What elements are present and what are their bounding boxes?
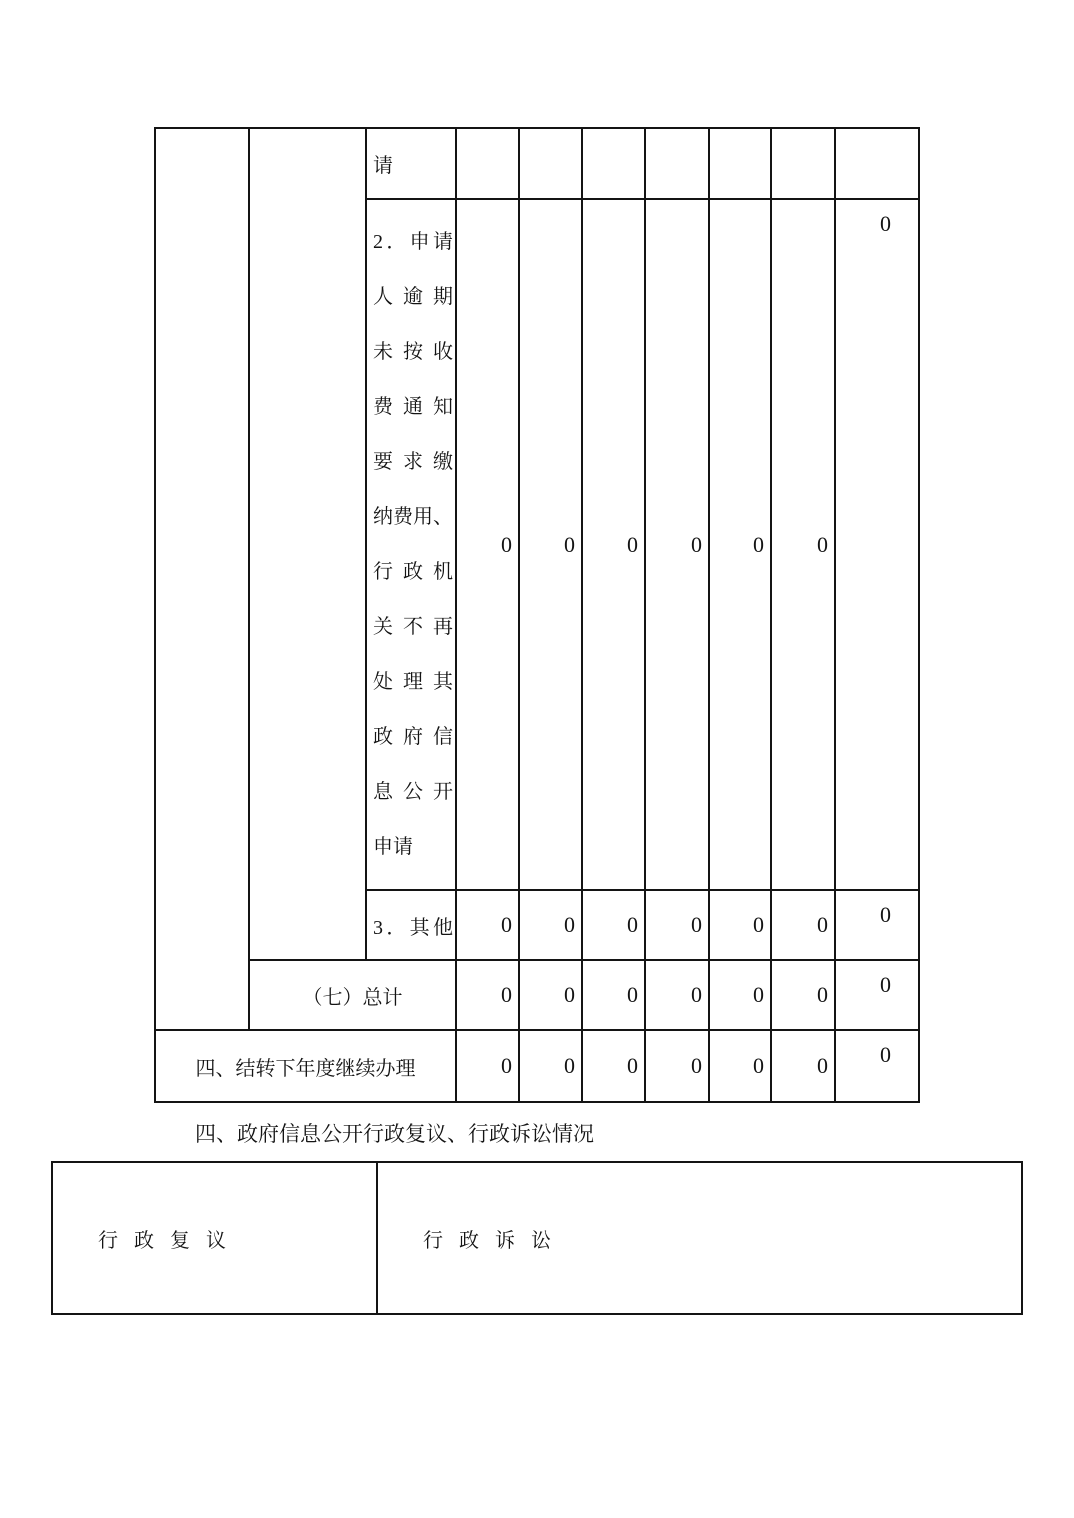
value-cell [771, 128, 835, 199]
value-cell: 0 [582, 890, 645, 960]
label-line: 要求缴 [373, 450, 453, 473]
label-line: 未按收 [373, 340, 453, 363]
value-cell: 0 [582, 199, 645, 890]
label-line: 费通知 [373, 395, 453, 418]
label-item3: 3．其他 [366, 890, 456, 960]
value-cell: 0 [456, 960, 519, 1030]
total-value-cell [835, 128, 919, 199]
value-cell: 0 [456, 199, 519, 890]
value-cell: 0 [771, 1030, 835, 1102]
value-cell: 0 [456, 890, 519, 960]
section-heading-review-litigation: 四、政府信息公开行政复议、行政诉讼情况 [195, 1122, 594, 1146]
label-line: 申请 [373, 835, 413, 858]
label-item2 [366, 199, 456, 890]
table-row-grand-total [155, 960, 919, 1030]
value-cell: 0 [582, 1030, 645, 1102]
value-cell: 0 [519, 960, 582, 1030]
total-value-cell: 0 [835, 890, 919, 960]
value-cell [582, 128, 645, 199]
value-cell: 0 [771, 960, 835, 1030]
label-grand-total: （七）总计 [249, 960, 456, 1030]
label-line: 关不再 [373, 615, 453, 638]
label-line: 政府信 [373, 725, 453, 748]
label-line: 2．申请 [373, 230, 453, 253]
total-value-cell: 0 [835, 1030, 919, 1102]
value-cell: 0 [771, 199, 835, 890]
value-cell: 0 [709, 1030, 771, 1102]
cell-administrative-litigation: 行政诉讼 [377, 1162, 1022, 1314]
value-cell: 0 [645, 1030, 709, 1102]
value-cell: 0 [771, 890, 835, 960]
value-cell [709, 128, 771, 199]
cell-result-category-empty [155, 128, 249, 1030]
value-cell: 0 [709, 890, 771, 960]
info-disclosure-statistics-table [154, 127, 920, 1103]
table-row-carryover [155, 1030, 919, 1102]
value-cell: 0 [709, 199, 771, 890]
review-litigation-table [51, 1161, 1023, 1315]
cell-administrative-review: 行政复议 [52, 1162, 377, 1314]
table-row [52, 1162, 1022, 1314]
label-carryover: 四、结转下年度继续办理 [155, 1030, 456, 1102]
value-cell: 0 [519, 1030, 582, 1102]
value-cell [519, 128, 582, 199]
value-cell: 0 [709, 960, 771, 1030]
value-cell [456, 128, 519, 199]
label-line: 行政机 [373, 560, 453, 583]
value-cell: 0 [645, 199, 709, 890]
label-line: 息公开 [373, 780, 453, 803]
value-cell: 0 [645, 890, 709, 960]
label-line: 纳费用、 [373, 505, 453, 528]
table-row-continuation [155, 128, 919, 199]
value-cell: 0 [582, 960, 645, 1030]
value-cell: 0 [519, 890, 582, 960]
cell-other-handling-category-empty [249, 128, 366, 960]
label-line: 处理其 [373, 670, 453, 693]
value-cell [645, 128, 709, 199]
value-cell: 0 [456, 1030, 519, 1102]
label-line: 人逾期 [373, 285, 453, 308]
total-value-cell: 0 [835, 199, 919, 890]
value-cell: 0 [519, 199, 582, 890]
label-item1-continuation: 请 [366, 128, 456, 199]
total-value-cell: 0 [835, 960, 919, 1030]
value-cell: 0 [645, 960, 709, 1030]
